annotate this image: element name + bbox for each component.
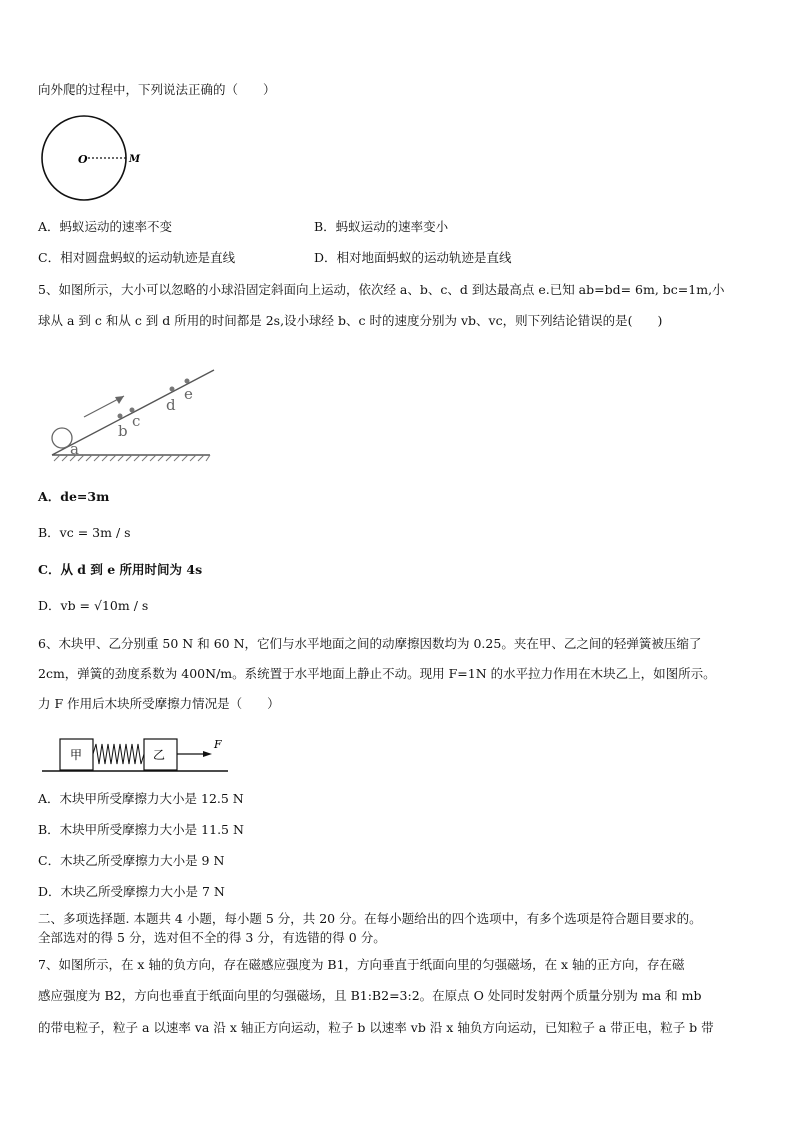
label-a: a bbox=[70, 440, 79, 458]
q4-stem-tail: 向外爬的过程中，下列说法正确的（ ） bbox=[38, 82, 276, 97]
label-c: c bbox=[132, 412, 141, 430]
q5-option-b[interactable]: B．vc = 3m / s bbox=[38, 525, 131, 540]
q5-option-d[interactable]: D．vb = √10m / s bbox=[38, 598, 149, 613]
q4-option-c[interactable]: C．相对圆盘蚂蚁的运动轨迹是直线 bbox=[38, 250, 236, 265]
label-M: M bbox=[129, 154, 141, 165]
section2-line-2: 全部选对的得 5 分，选对但不全的得 3 分，有选错的得 0 分。 bbox=[38, 930, 386, 945]
q6-line-2: 2cm，弹簧的劲度系数为 400N/m。系统置于水平地面上静止不动。现用 F=1N 的水平拉力作用在木块乙上，如图所示。 bbox=[38, 666, 716, 681]
q6-spring-figure bbox=[40, 734, 230, 778]
q7-line-1: 7、如图所示，在 x 轴的负方向，存在磁感应强度为 B1，方向垂直于纸面向里的匀强磁场，在 x 轴的正方向，存在磁 bbox=[38, 957, 685, 972]
q6-option-c[interactable]: C．木块乙所受摩擦力大小是 9 N bbox=[38, 853, 225, 868]
label-b: b bbox=[118, 422, 128, 440]
q5-incline-figure bbox=[44, 362, 220, 466]
q6-line-1: 6、木块甲、乙分别重 50 N 和 60 N，它们与水平地面之间的动摩擦因数均为 0.25。夹在甲、乙之间的轻弹簧被压缩了 bbox=[38, 636, 702, 651]
q4-option-d[interactable]: D．相对地面蚂蚁的运动轨迹是直线 bbox=[314, 250, 512, 265]
block-yi-label: 乙 bbox=[153, 748, 166, 762]
q5-option-c[interactable]: C．从 d 到 e 所用时间为 4s bbox=[38, 562, 203, 577]
q6-option-b[interactable]: B．木块甲所受摩擦力大小是 11.5 N bbox=[38, 822, 244, 837]
label-d: d bbox=[166, 396, 176, 414]
force-label: F bbox=[214, 738, 222, 751]
q7-line-2: 感应强度为 B2，方向也垂直于纸面向里的匀强磁场，且 B1:B2=3:2。在原点 O 处同时发射两个质量分别为 ma 和 mb bbox=[38, 988, 702, 1003]
q6-line-3: 力 F 作用后木块所受摩擦力情况是（ ） bbox=[38, 696, 280, 711]
q7-line-3: 的带电粒子，粒子 a 以速率 va 沿 x 轴正方向运动，粒子 b 以速率 vb 沿 x 轴负方向运动，已知粒子 a 带正电，粒子 b 带 bbox=[38, 1020, 714, 1035]
q5-option-a[interactable]: A．de=3m bbox=[38, 489, 110, 504]
label-O: O bbox=[78, 153, 88, 166]
q6-option-a[interactable]: A．木块甲所受摩擦力大小是 12.5 N bbox=[38, 791, 244, 806]
q4-disc-figure bbox=[38, 112, 158, 204]
q4-option-a[interactable]: A．蚂蚁运动的速率不变 bbox=[38, 219, 173, 234]
section2-line-1: 二、多项选择题. 本题共 4 小题，每小题 5 分，共 20 分。在每小题给出的四个选项中，有多个选项是符合题目要求的。 bbox=[38, 911, 702, 926]
q5-line-1: 5、如图所示，大小可以忽略的小球沿固定斜面向上运动，依次经 a、b、c、d 到达最高点 e.已知 ab=bd= 6m, bc=1m,小 bbox=[38, 282, 725, 297]
q6-option-d[interactable]: D．木块乙所受摩擦力大小是 7 N bbox=[38, 884, 225, 899]
q4-option-b[interactable]: B．蚂蚁运动的速率变小 bbox=[314, 219, 449, 234]
label-e: e bbox=[184, 385, 193, 403]
q5-line-2: 球从 a 到 c 和从 c 到 d 所用的时间都是 2s,设小球经 b、c 时的速度分别为 vb、vc，则下列结论错误的是( ) bbox=[38, 313, 663, 328]
block-jia-label: 甲 bbox=[70, 748, 83, 762]
